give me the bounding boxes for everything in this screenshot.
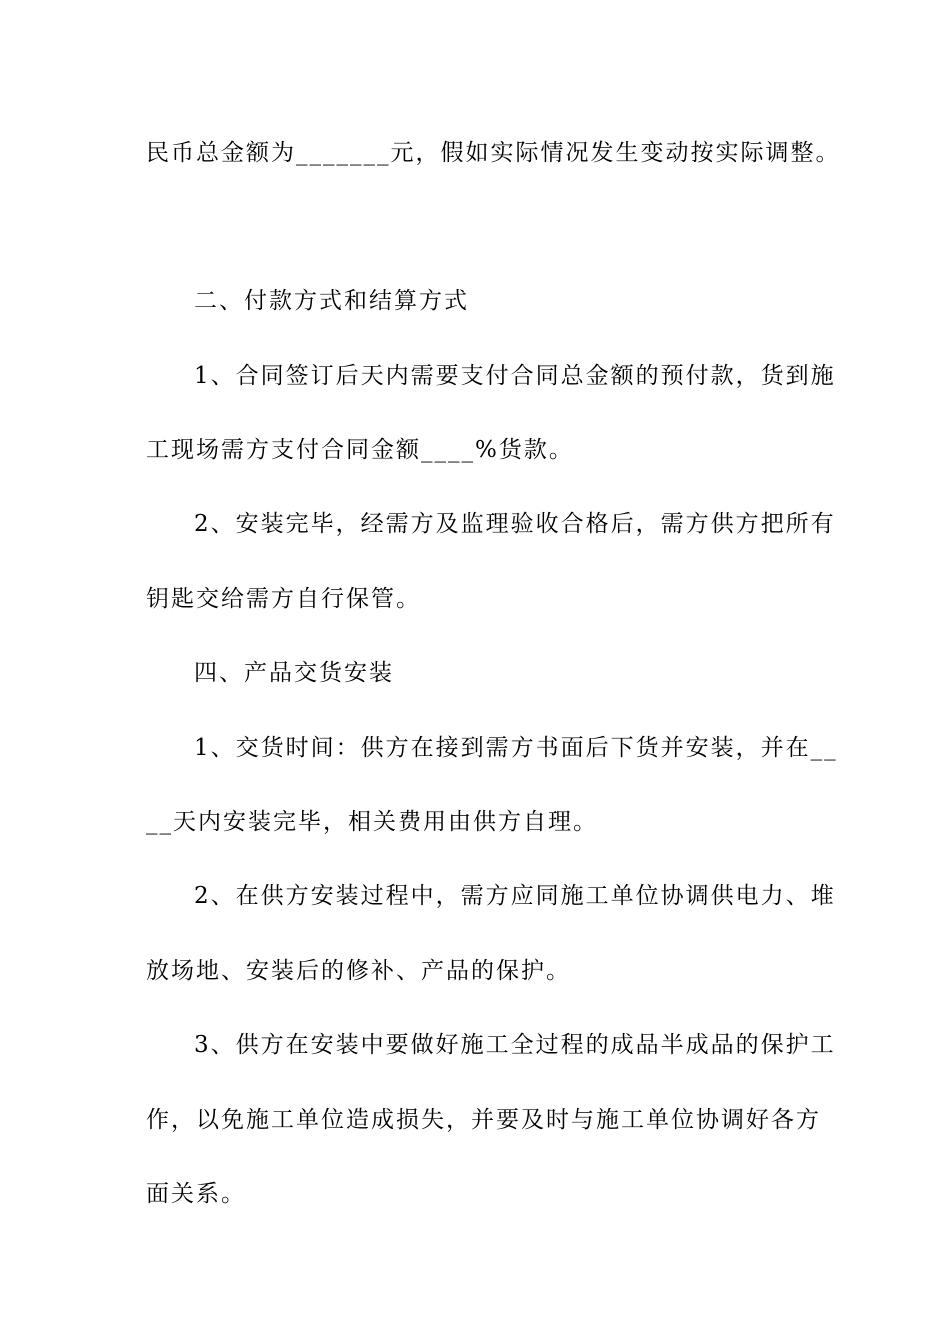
text-line: 2、在供方安装过程中，需方应同施工单位协调供电力、堆 — [194, 883, 836, 909]
text-line: 1、合同签订后天内需要支付合同总金额的预付款，货到施 — [194, 363, 836, 389]
text-line: __天内安装完毕，相关费用由供方自理。 — [146, 809, 598, 835]
section-heading: 二、付款方式和结算方式 — [194, 288, 469, 314]
text-line: 面关系。 — [146, 1181, 246, 1207]
text-line: 工现场需方支付合同金额____%货款。 — [146, 437, 574, 463]
section-heading: 四、产品交货安装 — [194, 660, 394, 686]
text-line: 放场地、安装后的修补、产品的保护。 — [146, 958, 571, 984]
text-line: 钥匙交给需方自行保管。 — [146, 586, 421, 612]
text-line: 3、供方在安装中要做好施工全过程的成品半成品的保护工 — [194, 1032, 836, 1058]
text-line: 2、安装完毕，经需方及监理验收合格后，需方供方把所有 — [194, 511, 836, 537]
text-line: 1、交货时间：供方在接到需方书面后下货并安装，并在__ — [194, 735, 838, 761]
text-line: 民币总金额为_______元，假如实际情况发生变动按实际调整。 — [146, 140, 841, 166]
text-line: 作，以免施工单位造成损失，并要及时与施工单位协调好各方 — [146, 1107, 821, 1133]
